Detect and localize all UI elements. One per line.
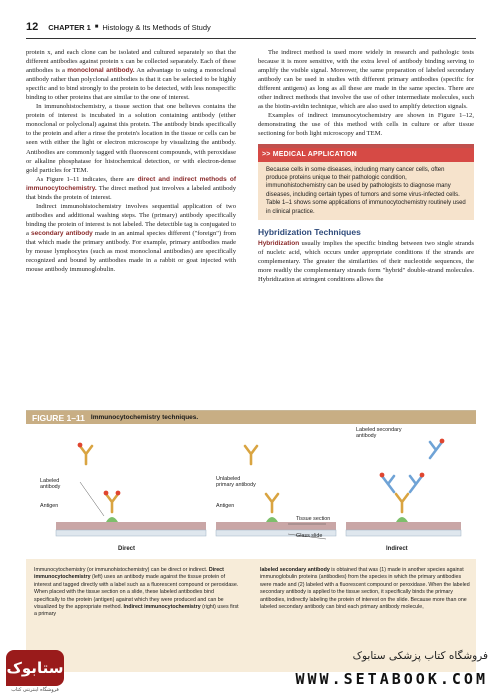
secondary-antibody-shape xyxy=(382,476,394,492)
caption-term: Indirect immunocytochemistry xyxy=(123,604,201,611)
store-url-link[interactable]: WWW.SETABOOK.COM xyxy=(295,670,488,688)
label-tissue-section: Tissue section xyxy=(296,516,331,522)
antigen-shape xyxy=(396,517,408,522)
text-run: protein x, and each clone can be isolated and cultured separately so that the different antibodies against protein x can be collected separately. Each of these antibodies is a xyxy=(26,49,236,75)
text-run: As Figure 1–11 indicates, there are xyxy=(36,175,138,183)
figure-title-bar xyxy=(26,411,476,424)
store-name: فروشگاه کتاب پزشکی ستابوک xyxy=(352,650,488,662)
leader-line xyxy=(80,482,104,516)
label-dot xyxy=(440,439,445,444)
text-run: usually implies the specific binding between two single strands of nucleic acid, which occurs under appropriate conditions if the strands are complementary. The greater the similarities of their nucleotide sequences, the more readily the complementary strands form "hybrid" double-strand molecules. Hybridization at stringent conditions allows the xyxy=(258,240,474,284)
paragraph xyxy=(26,202,236,274)
key-term: Hybridization xyxy=(258,240,300,247)
label-labeled-secondary: Labeled secondary antibody xyxy=(356,427,402,439)
antigen-shape xyxy=(106,517,118,522)
key-term: secondary antibody xyxy=(30,229,93,237)
medical-application-box xyxy=(258,144,474,219)
logo-mark: ستابوک xyxy=(6,650,64,686)
medical-application-title: >> MEDICAL APPLICATION xyxy=(258,148,474,161)
tissue-section-mid xyxy=(216,522,336,530)
section-heading: Hybridization Techniques xyxy=(258,226,361,237)
text-run: is obtained that was (1) made in another species against immunoglobulin proteins (antibodies) from the species in which the primary antibodies were made and (2) labeled with a fluorescent compound or peroxidase. When the labeled secondary antibody is applied to the tissue section, it specifically binds the primary antibodies, indirectly labeling the protein of interest on the slide. Because more than one labeled secondary antibody can bind each primary antibody molecule, xyxy=(260,567,470,611)
figure-caption-left xyxy=(34,567,239,619)
text-run: The direct method just involves a labeled antibody that binds the protein of interest. xyxy=(26,184,236,201)
text-run: made in an animal species different ("foreign") from that which made the primary antibody. For example, primary antibodies made by mouse lymphocytes (such as most monoclonal antibodies) are specifically recognized and bound by antibodies made in a rabbit or goat injected with mouse antibody immunoglobulin. xyxy=(26,229,237,274)
logo-subtitle: فروشگاه اینترنتی کتاب xyxy=(11,687,59,693)
left-column xyxy=(26,48,236,274)
paragraph: The indirect method is used more widely in research and pathologic tests because it is more sensitive, with the extra level of antibody binding serving to amplify the visible signal. Moreover, the same preparation of labeled secondary antibody can be used in studies with different primary antibodies (specific for different antigens) as long as all these are made in the same species. There are other indirect methods that involve the use of other intermediate molecules, such as the biotin-avidin technique, which are also used to amplify detection signals. xyxy=(258,49,474,111)
antigen-shape xyxy=(266,517,278,522)
label-dot xyxy=(104,491,109,496)
primary-antibody-shape xyxy=(266,494,278,512)
chapter-title: Histology & Its Methods of Study xyxy=(102,22,211,32)
glass-slide-indirect xyxy=(346,530,461,536)
label-antigen-left: Antigen xyxy=(40,503,59,509)
label-glass-slide: Glass slide xyxy=(296,533,323,539)
label-direct: Direct xyxy=(118,546,136,552)
figure-label: FIGURE 1–11 xyxy=(32,412,85,423)
header-rule xyxy=(26,38,476,39)
key-term: direct and indirect methods of immunocytochemistry. xyxy=(26,175,236,192)
label-dot xyxy=(420,473,425,478)
figure-caption-right xyxy=(260,567,470,611)
paragraph: Examples of indirect immunocytochemistry are shown in Figure 1–12, demonstrating the use of this method with cells in culture or after tissue sectioning for both light microscopy and TEM. xyxy=(258,112,474,138)
free-secondary-antibody-shape xyxy=(430,442,442,458)
labeled-antibody-shape xyxy=(106,494,118,512)
paragraph xyxy=(26,48,236,102)
setabook-logo xyxy=(6,650,64,696)
caption-term: Direct immunocytochemistry xyxy=(34,567,224,581)
middle-slide xyxy=(216,446,336,539)
label-dot xyxy=(78,443,83,448)
indirect-slide xyxy=(346,439,461,536)
page-number: 12 xyxy=(26,21,39,33)
figure-title: Immunocytochemistry techniques. xyxy=(90,414,199,421)
glass-slide-direct xyxy=(56,530,206,536)
immunocytochemistry-diagram xyxy=(26,424,476,559)
caption-term: labeled secondary antibody xyxy=(260,567,330,573)
tissue-section-direct xyxy=(56,522,206,530)
label-unlabeled-primary: Unlabeled primary antibody xyxy=(216,476,256,488)
paragraph xyxy=(258,239,474,284)
figure-1-11 xyxy=(26,410,476,680)
primary-antibody-shape xyxy=(396,494,408,512)
free-antibody-shape xyxy=(80,446,92,464)
text-run: (left) uses an antibody made against the tissue protein of interest and tagged directly with a label such as a fluorescent compound or peroxidase. When placed with the tissue section on a slide, these labeled antibodies bind specifically to the protein (antigen) against which they were produced and can be visualized by the appropriate method. xyxy=(34,574,239,611)
header-separator: ■ xyxy=(94,24,99,30)
text-run: (right) uses first a primary xyxy=(34,604,239,618)
tissue-section-indirect xyxy=(346,522,461,530)
secondary-antibody-shape xyxy=(410,476,422,492)
text-run: Indirect immunohistochemistry involves sequential application of two antibodies and additional washing steps. The (primary) antibody specifically binding the protein of interest is not labeled. The detectible tag is conjugated to a xyxy=(26,202,236,237)
paragraph: In immunohistochemistry, a tissue section that one believes contains the protein of interest is incubated in a solution containing antibody (either monoclonal or polyclonal) against this protein. The antibody binds specifically to the protein and after a rinse the protein's location in the tissue or cells can be seen with either the light or electron microscope by visualizing the antibody. Antibodies are commonly tagged with fluorescent compounds, with peroxidase or alkaline phosphatase for histochemical detection, or with electron-dense gold particles for TEM. xyxy=(26,103,236,174)
label-indirect: Indirect xyxy=(386,546,408,552)
right-column xyxy=(258,48,474,284)
text-run: An advantage to using a monoclonal antibody rather than polyclonal antibodies is that it can be selected to be highly specific and to bind strongly to the protein to be detected, with less nonspecific binding to other proteins that are similar to the one of interest. xyxy=(26,67,237,102)
label-dot xyxy=(380,473,385,478)
running-header xyxy=(26,20,476,34)
label-dot xyxy=(116,491,121,496)
label-antigen-mid: Antigen xyxy=(216,503,235,509)
medical-application-body: Because cells in some diseases, including many cancer cells, often produce proteins unique to their pathologic condition, immunohistochemistry can be used by pathologists to diagnose many diseases, including certain types of tumors and some virus-infected cells. Table 1–1 shows some applications of immunocytochemistry routinely used in clinical practice. xyxy=(258,162,474,220)
chapter-label: CHAPTER 1 xyxy=(48,22,91,32)
key-term: monoclonal antibody. xyxy=(67,67,135,75)
free-primary-antibody-shape xyxy=(245,446,257,464)
label-labeled-antibody: Labeled antibody xyxy=(40,478,61,490)
paragraph xyxy=(26,175,236,202)
diagram-illustration xyxy=(26,424,476,559)
text-run: Immunocytochemistry (or immunohistochemistry) can be direct or indirect. xyxy=(34,567,209,573)
